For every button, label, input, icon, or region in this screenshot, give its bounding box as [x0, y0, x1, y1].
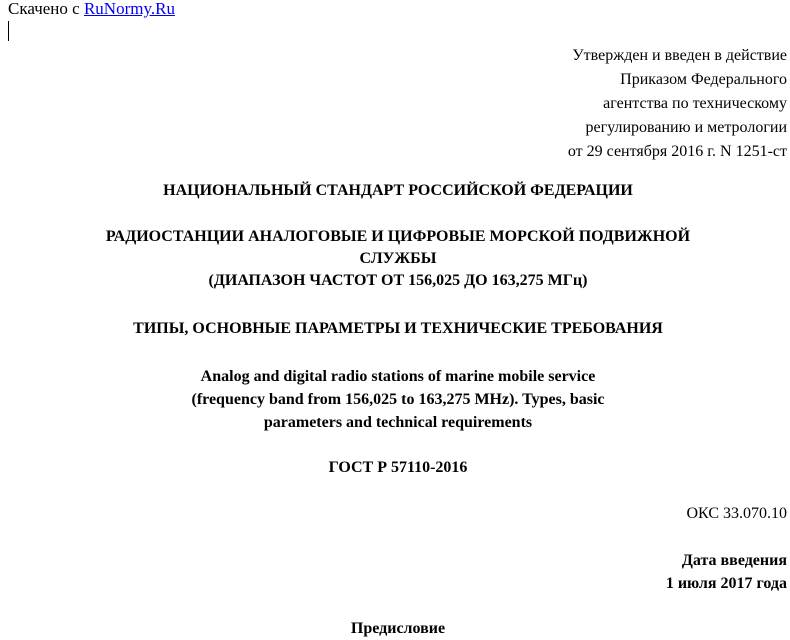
english-title: [0, 365, 790, 434]
main-title-line: (ДИАПАЗОН ЧАСТОТ ОТ 156,025 ДО 163,275 МГц): [208, 272, 588, 289]
approval-line: агентства по техническому: [603, 95, 787, 112]
source-line: [8, 0, 175, 19]
english-title-line: parameters and technical requirements: [263, 414, 533, 431]
national-standard-title: НАЦИОНАЛЬНЫЙ СТАНДАРТ РОССИЙСКОЙ ФЕДЕРАЦИИ: [163, 182, 633, 199]
approval-line: регулированию и метрологии: [585, 119, 787, 136]
introduction-date: [666, 549, 787, 595]
approval-block: [568, 44, 787, 164]
approval-line: Утвержден и введен в действие: [572, 47, 787, 64]
preface-heading: Предисловие: [350, 620, 446, 637]
document-main-title: [0, 226, 790, 292]
source-prefix: Скачено с: [8, 0, 80, 18]
approval-line: от 29 сентября 2016 г. N 1251-ст: [567, 143, 787, 160]
oks-code: ОКС 33.070.10: [686, 505, 787, 522]
approval-line: Приказом Федерального: [620, 71, 787, 88]
main-title-line: СЛУЖБЫ: [359, 250, 437, 267]
english-title-line: (frequency band from 156,025 to 163,275 MHz). Types, basic: [191, 391, 605, 408]
english-title-line: Analog and digital radio stations of marine mobile service: [200, 368, 596, 385]
types-title: ТИПЫ, ОСНОВНЫЕ ПАРАМЕТРЫ И ТЕХНИЧЕСКИЕ ТРЕБОВАНИЯ: [133, 320, 663, 337]
main-title-line: РАДИОСТАНЦИИ АНАЛОГОВЫЕ И ЦИФРОВЫЕ МОРСКОЙ ПОДВИЖНОЙ: [105, 228, 691, 245]
runormy-link[interactable]: RuNormy.Ru: [83, 0, 175, 18]
gost-number: ГОСТ Р 57110-2016: [328, 459, 468, 476]
text-cursor: [8, 21, 9, 41]
introduction-date-value: 1 июля 2017 года: [665, 575, 787, 592]
introduction-date-label: Дата введения: [681, 552, 787, 569]
